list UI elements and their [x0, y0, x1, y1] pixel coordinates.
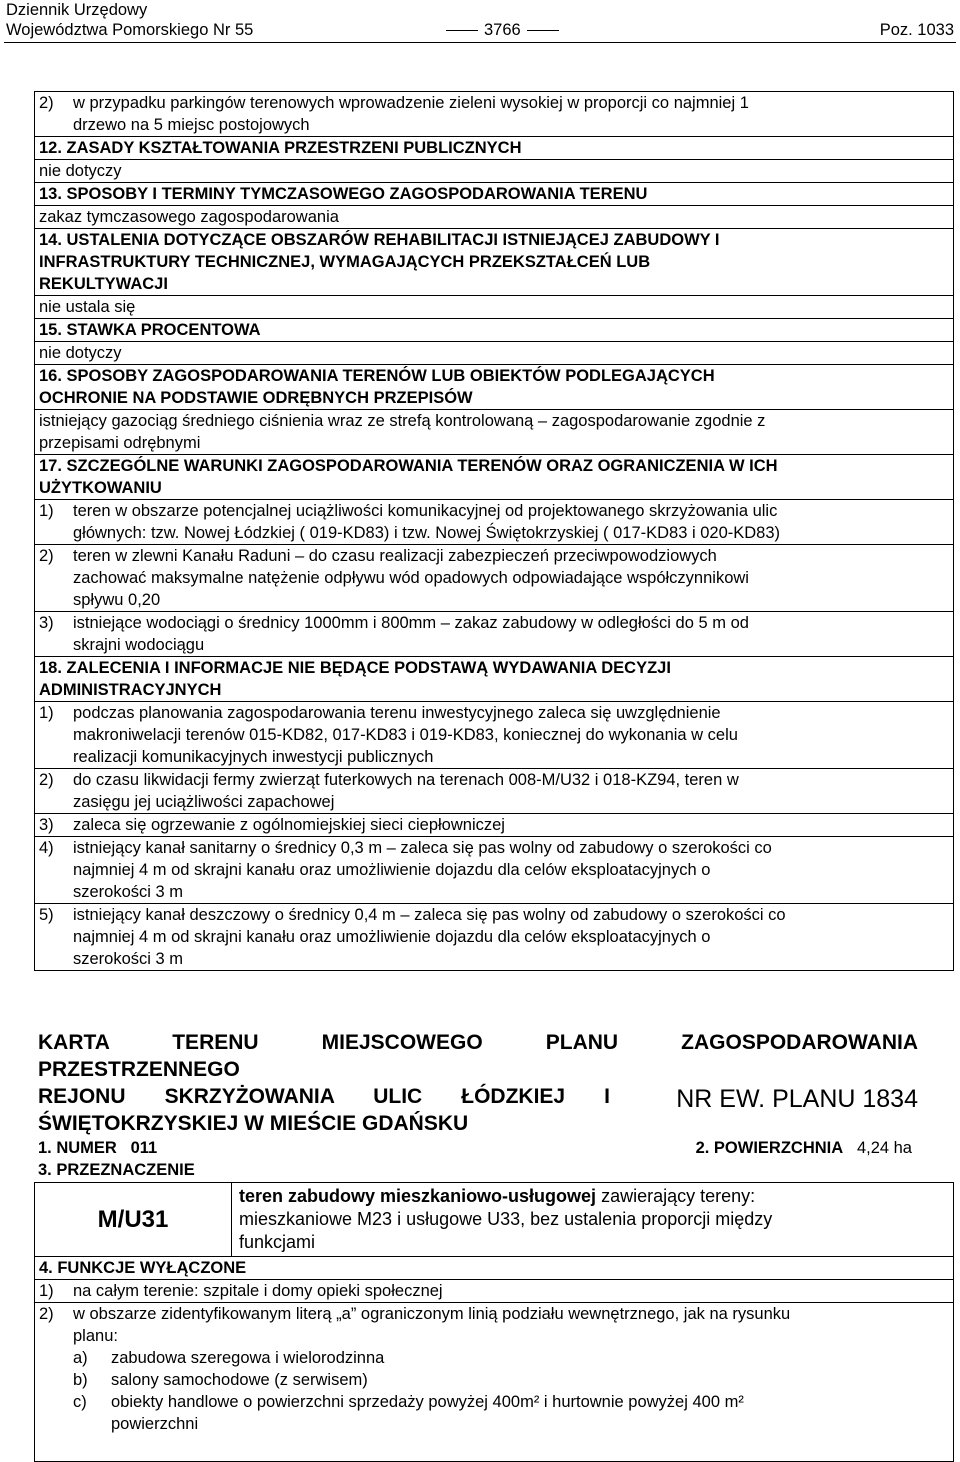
purpose-description: teren zabudowy mieszkaniowo-usługowej zawierający tereny: mieszkaniowe M23 i usługowe U33, bez ustalenia proporcji między funkcjami [239, 1186, 773, 1252]
section-15-text: nie dotyczy [34, 341, 954, 365]
excluded-label: 4. FUNKCJE WYŁĄCZONE [34, 1256, 954, 1280]
area-number-row: 1. NUMER 011 [38, 1139, 158, 1157]
publisher-issue: Województwa Pomorskiego Nr 55 [6, 21, 254, 39]
section-15-title: 15. STAWKA PROCENTOWA [34, 318, 954, 342]
purpose-label: 3. PRZEZNACZENIE [38, 1161, 195, 1179]
list-item: 2) teren w zlewni Kanału Raduni – do czasu realizacji zabezpieczeń przeciwpowodziowych zachować maksymalne natężenie odpływu wód opadowych odpowiadające współczynnikowi spływu 0,20 [34, 544, 954, 612]
item-2: 2) w przypadku parkingów terenowych wprowadzenie zieleni wysokiej w proporcji co najmniej 1 drzewo na 5 miejsc postojowych [34, 91, 954, 137]
position-number: Poz. 1033 [879, 21, 954, 39]
list-item: 4) istniejący kanał sanitarny o średnicy 0,3 m – zaleca się pas wolny od zabudowy o szerokości co najmniej 4 m od skrajni kanału oraz umożliwienie dojazdu dla celów eksploatacyjnych o szerokości 3 m [34, 836, 954, 904]
section-12-title: 12. ZASADY KSZTAŁTOWANIA PRZESTRZENI PUBLICZNYCH [34, 136, 954, 160]
journal-title: Dziennik Urzędowy [6, 1, 148, 19]
section-13-text: zakaz tymczasowego zagospodarowania [34, 205, 954, 229]
section-16-title: 16. SPOSOBY ZAGOSPODAROWANIA TERENÓW LUB OBIEKTÓW PODLEGAJĄCYCH OCHRONIE NA PODSTAWIE ODRĘBNYCH PRZEPISÓW [34, 364, 954, 410]
area-size: 2. POWIERZCHNIA 4,24 ha [695, 1139, 912, 1157]
section-14-title: 14. USTALENIA DOTYCZĄCE OBSZARÓW REHABILITACJI ISTNIEJĄCEJ ZABUDOWY I INFRASTRUKTURY TECHNICZNEJ, WYMAGAJĄCYCH PRZEKSZTAŁCEŃ LUB REKULTYWACJI [34, 228, 954, 296]
section-14-text: nie ustala się [34, 295, 954, 319]
list-item: 3) zaleca się ogrzewanie z ogólnomiejskiej sieci ciepłowniczej [34, 813, 954, 837]
list-item: 1) podczas planowania zagospodarowania terenu inwestycyjnego zaleca się uwzględnienie makroniwelacji terenów 015-KD82, 017-KD83 i 019-KD83, koniecznej do wykonania w celu realizacji komunikacyjnych inwestycji publicznych [34, 701, 954, 769]
sub-item: c) obiekty handlowe o powierzchni sprzedaży powyżej 400m² i hurtownie powyżej 400 m² powierzchni [73, 1393, 744, 1433]
purpose-box [34, 1182, 954, 1257]
list-item: 2) do czasu likwidacji fermy zwierząt futerkowych na terenach 008-M/U32 i 018-KZ94, teren w zasięgu jej uciążliwości zapachowej [34, 768, 954, 814]
sub-item: a) zabudowa szeregowa i wielorodzinna [73, 1349, 385, 1367]
list-item: 3) istniejące wodociągi o średnicy 1000mm i 800mm – zakaz zabudowy w odległości do 5 m od skrajni wodociągu [34, 611, 954, 657]
section-12-text: nie dotyczy [34, 159, 954, 183]
section-13-title: 13. SPOSOBY I TERMINY TYMCZASOWEGO ZAGOSPODAROWANIA TERENU [34, 182, 954, 206]
purpose-code: M/U31 [97, 1206, 169, 1233]
regulations-block [34, 91, 954, 971]
section-18-title: 18. ZALECENIA I INFORMACJE NIE BĘDĄCE PODSTAWĄ WYDAWANIA DECYZJI ADMINISTRACYJNYCH [34, 656, 954, 702]
section-17-title: 17. SZCZEGÓLNE WARUNKI ZAGOSPODAROWANIA TERENÓW ORAZ OGRANICZENIA W ICH UŻYTKOWANIU [34, 454, 954, 500]
sub-item: b) salony samochodowe (z serwisem) [73, 1371, 368, 1389]
page-number: 3766 [440, 19, 565, 41]
list-item: 1) na całym terenie: szpitale i domy opieki społecznej [34, 1279, 954, 1303]
section-16-text: istniejący gazociąg średniego ciśnienia wraz ze strefą kontrolowaną – zagospodarowanie zgodnie z przepisami odrębnymi [34, 409, 954, 455]
plan-number: NR EW. PLANU 1834 [676, 1085, 918, 1113]
page-header [4, 0, 956, 43]
excluded-functions [34, 1256, 954, 1462]
list-item: 2) w obszarze zidentyfikowanym literą „a” ograniczonym linią podziału wewnętrznego, jak na rysunku planu: a) zabudowa szeregowa i wielorodzinna b) salony samochodowe (z serwisem) c) obiekty handlowe o powierzchni sprzedaży powyżej 400m² i hurtownie powyżej 400 m² powierzchni [34, 1302, 954, 1462]
purpose-code-cell [35, 1183, 232, 1256]
list-item: 1) teren w obszarze potencjalnej uciążliwości komunikacyjnej od projektowanego skrzyżowania ulic głównych: tzw. Nowej Łódzkiej ( 019-KD83) i tzw. Nowej Świętokrzyskiej ( 017-KD83 i 020-KD83) [34, 499, 954, 545]
list-item: 5) istniejący kanał deszczowy o średnicy 0,4 m – zaleca się pas wolny od zabudowy o szerokości co najmniej 4 m od skrajni kanału oraz umożliwienie dojazdu dla celów eksploatacyjnych o szerokości 3 m [34, 903, 954, 971]
card-title: KARTA TERENU MIEJSCOWEGO PLANU ZAGOSPODAROWANIA PRZESTRZENNEGO REJONU SKRZYŻOWANIA ULIC ŁÓDZKIEJ I ŚWIĘTOKRZYSKIEJ W MIEŚCIE GDAŃSKU [38, 1031, 918, 1135]
